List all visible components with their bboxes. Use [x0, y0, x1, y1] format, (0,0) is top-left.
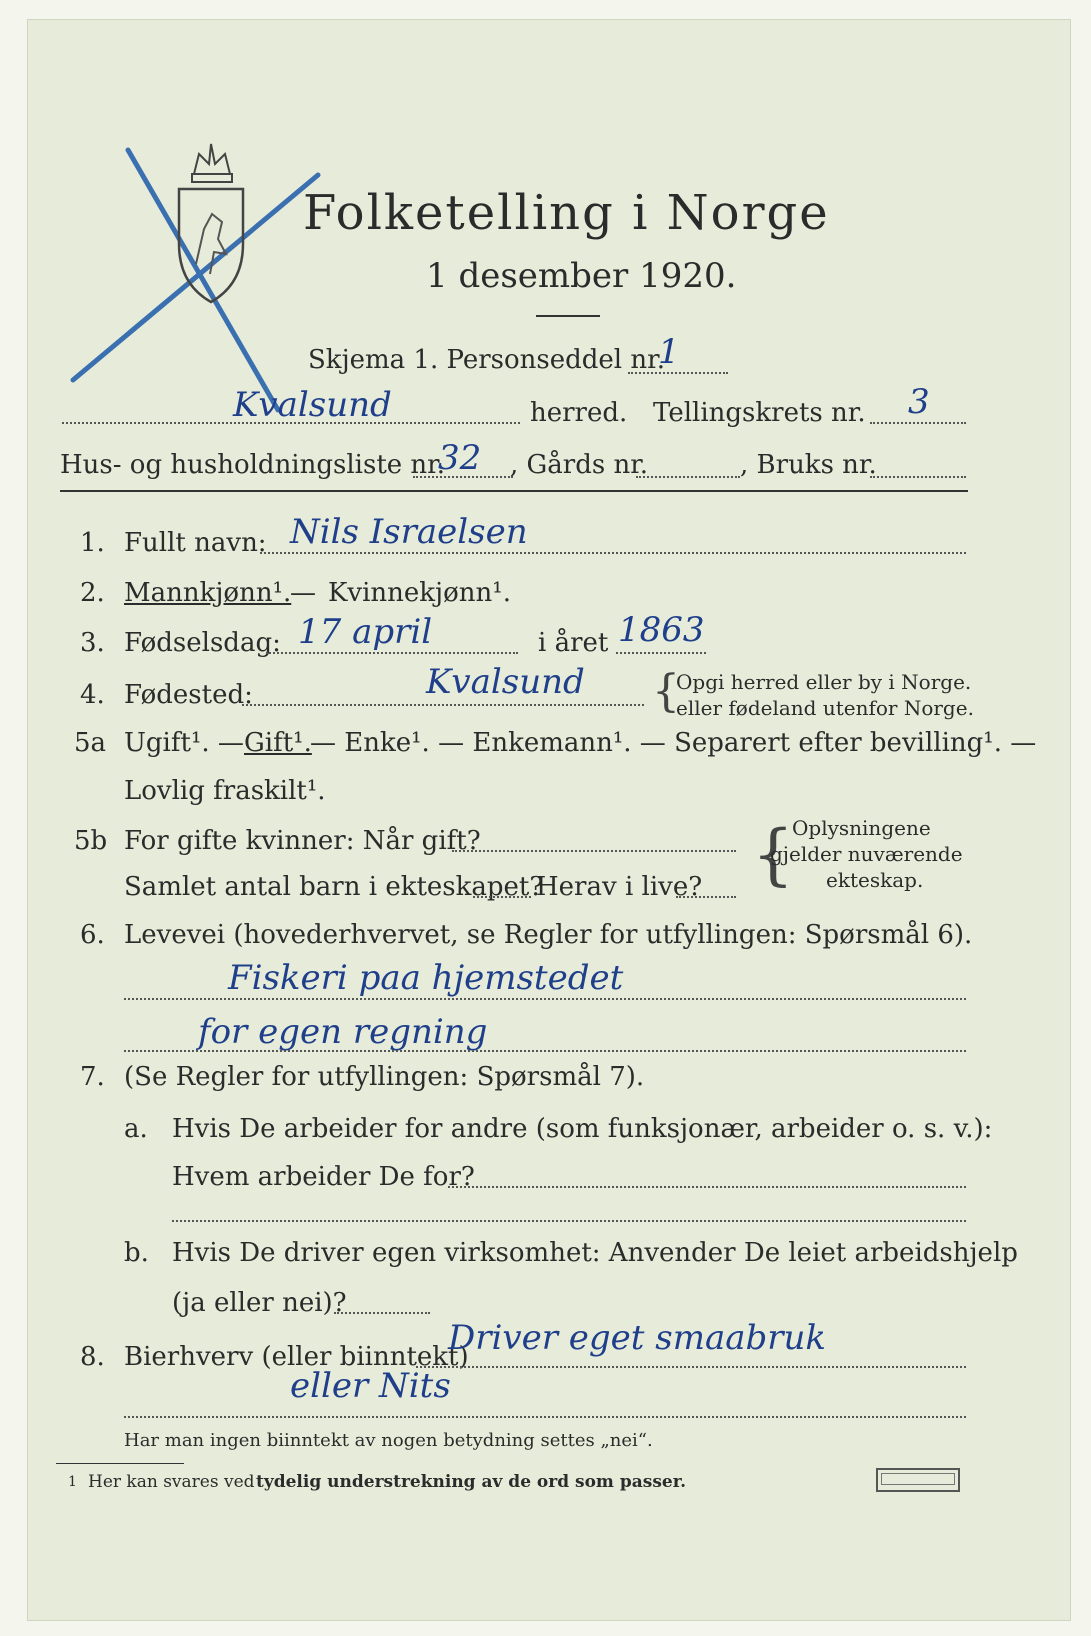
q5a-number: 5a	[74, 728, 107, 758]
herred-value: Kvalsund	[233, 385, 392, 425]
kvinnekjonn-option: Kvinnekjønn¹.	[328, 578, 511, 608]
q8-number: 8.	[80, 1342, 105, 1372]
occupation-value-1: Fiskeri paa hjemstedet	[228, 958, 624, 998]
gards-label: , Gårds nr.	[510, 450, 649, 480]
secondary-income-value-1: Driver eget smaabruk	[448, 1318, 827, 1358]
tellingskrets-value: 3	[908, 382, 930, 422]
q2-separator: —	[290, 578, 316, 608]
birth-year-value: 1863	[618, 610, 705, 650]
title-divider	[536, 315, 600, 317]
skjema-label: Skjema 1. Personseddel nr.	[308, 345, 665, 375]
fraskilt-option: Lovlig fraskilt¹.	[124, 776, 326, 806]
aaret-label: i året	[538, 628, 609, 658]
q1-label: Fullt navn:	[124, 528, 267, 558]
q5b-number: 5b	[74, 826, 108, 856]
no-income-note: Har man ingen biinntekt av nogen betydning settes „nei“.	[124, 1430, 653, 1451]
q8-label: Bierhverv (eller biinntekt)	[124, 1342, 469, 1372]
footnote-rule	[56, 1463, 184, 1464]
hus-value: 32	[438, 438, 482, 478]
printer-stamp-icon	[876, 1468, 960, 1492]
census-date: 1 desember 1920.	[426, 256, 737, 296]
header-rule	[60, 490, 968, 492]
q6-label: Levevei (hovederhvervet, se Regler for utfyllingen: Spørsmål 6).	[124, 920, 973, 950]
q4-label: Fødested:	[124, 680, 253, 710]
form-title: Folketelling i Norge	[303, 185, 830, 241]
q5b-note-2: gjelder nuværende	[770, 842, 963, 866]
q3-number: 3.	[80, 628, 105, 658]
occupation-value-2: for egen regning	[198, 1012, 488, 1052]
civil-status-options: — Enke¹. — Enkemann¹. — Separert efter bevilling¹. —	[310, 728, 1037, 758]
bruks-label: , Bruks nr.	[740, 450, 877, 480]
q4-note-1: Opgi herred eller by i Norge.	[676, 670, 972, 694]
q6-number: 6.	[80, 920, 105, 950]
ugift-option: Ugift¹. —	[124, 728, 244, 758]
q5b-label-alive: Herav i live?	[536, 872, 703, 902]
hus-label: Hus- og husholdningsliste nr.	[60, 450, 446, 480]
q3-label: Fødselsdag:	[124, 628, 281, 658]
census-form: Folketelling i Norge 1 desember 1920. Skjema 1. Personseddel nr. 1 Kvalsund herred. Tellingskrets nr. 3 Hus- og husholdningsliste nr. 32 , Gårds nr. , Bruks nr. 1. Fullt navn: Nils Israelsen 2. Mannkjønn¹. — Kvinnekjønn¹. 3. Fødselsdag: 17 april i året 1863 4. Fødested: Kvalsund { Opgi herred eller by i Norge. eller fødeland utenfor Norge. 5a Ugift¹. — Gift¹. — Enke¹. — Enkemann¹. — Separert efter bevilling¹. — Lovlig fraskilt¹. 5b For gifte kvinner: Når gift? Samlet antal barn i ekteskapet? Herav i live? { Oplysningene gjelder nuværende ekteskap. 6. Levevei (hovederhvervet, se Regler for utfyllingen: Spørsmål 6). Fiskeri paa hjemstedet for egen regning 7. (Se Regler for utfyllingen: Spørsmål 7). a. Hvis De arbeider for andre (som funksjonær, arbeider o. s. v.): Hvem arbeider De for? b. Hvis De driver egen virksomhet: Anvender De leiet arbeidshjelp (ja eller nei)? 8. Bierhverv (eller biinntekt) Driver eget smaabruk eller Nits Har man ingen biinntekt av nogen betydning settes „nei“. 1 Her kan svares ved tydelig understrekning av de ord som passer.	[28, 20, 1070, 1620]
coat-of-arms-icon	[174, 134, 248, 314]
q7-number: 7.	[80, 1062, 105, 1092]
q2-number: 2.	[80, 578, 105, 608]
q4-number: 4.	[80, 680, 105, 710]
q7a-text: Hvis De arbeider for andre (som funksjonær, arbeider o. s. v.):	[172, 1114, 993, 1144]
q7-label: (Se Regler for utfyllingen: Spørsmål 7).	[124, 1062, 645, 1092]
q7b-question: (ja eller nei)?	[172, 1288, 347, 1318]
q5b-note-3: ekteskap.	[826, 868, 924, 892]
q7a-number: a.	[124, 1114, 148, 1144]
q7a-question: Hvem arbeider De for?	[172, 1162, 475, 1192]
q4-note-2: eller fødeland utenfor Norge.	[676, 696, 974, 720]
footnote-text-b: tydelig understrekning av de ord som passer.	[256, 1472, 687, 1492]
q7b-number: b.	[124, 1238, 149, 1268]
footnote-text-a: Her kan svares ved	[88, 1472, 255, 1492]
q5b-label-children: Samlet antal barn i ekteskapet?	[124, 872, 544, 902]
birthday-value: 17 april	[298, 612, 433, 652]
q5b-note-1: Oplysningene	[792, 816, 931, 840]
gift-option: Gift¹.	[244, 728, 312, 758]
tellingskrets-label: Tellingskrets nr.	[653, 398, 866, 428]
birthplace-value: Kvalsund	[426, 662, 585, 702]
q5b-label-married: For gifte kvinner: Når gift?	[124, 826, 481, 856]
mannkjonn-option: Mannkjønn¹.	[124, 578, 292, 608]
herred-label: herred.	[530, 398, 628, 428]
personseddel-nr-value: 1	[658, 332, 680, 372]
q7b-text: Hvis De driver egen virksomhet: Anvender De leiet arbeidshjelp	[172, 1238, 1018, 1268]
footnote-number: 1	[68, 1474, 77, 1490]
full-name-value: Nils Israelsen	[290, 512, 528, 552]
q1-number: 1.	[80, 528, 105, 558]
secondary-income-value-2: eller Nits	[290, 1366, 451, 1406]
